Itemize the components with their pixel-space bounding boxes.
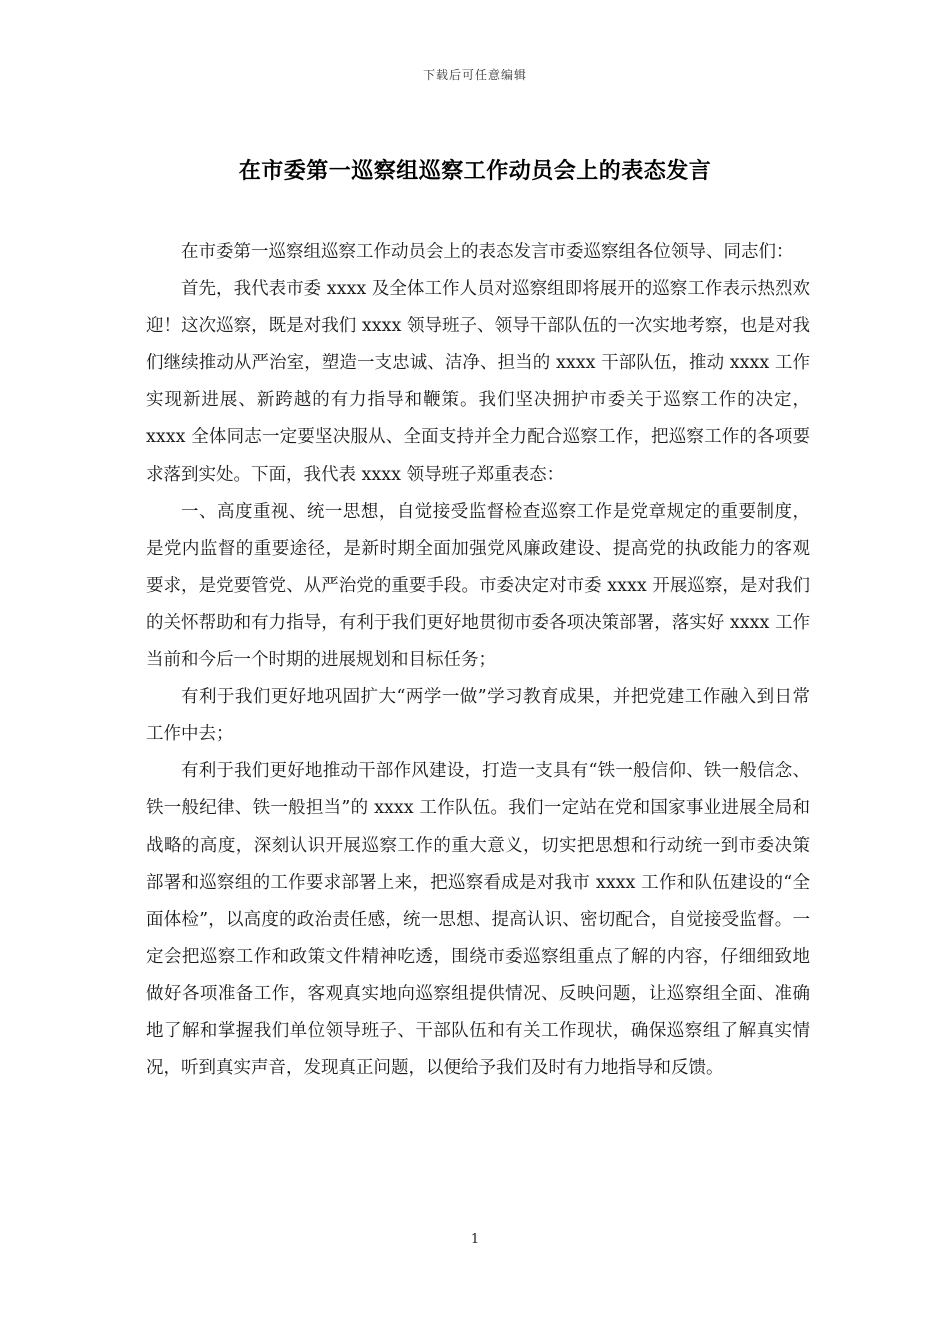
- paragraph-work-style: 有利于我们更好地推动干部作风建设，打造一支具有“铁一般信仰、铁一般信念、铁一般纪律、铁一般担当”的 xxxx 工作队伍。我们一定站在党和国家事业进展全局和战略的高度，深刻认识开展巡察工作的重大意义，切实把思想和行动统一到市委决策部署和巡察组的工作要求部署上来，把巡察看成是对我市 xxxx 工作和队伍建设的“全面体检”，以高度的政治责任感，统一思想、提高认识、密切配合，自觉接受监督。一定会把巡察工作和政策文件精神吃透，围绕市委巡察组重点了解的内容，仔细细致地做好各项准备工作，客观真实地向巡察组提供情况、反映问题，让巡察组全面、准确地了解和掌握我们单位领导班子、干部队伍和有关工作现状，确保巡察组了解真实情况，听到真实声音，发现真正问题，以便给予我们及时有力地指导和反馈。: [146, 761, 810, 1079]
- page-number: 1: [470, 1232, 480, 1247]
- document-body: [146, 234, 810, 1087]
- document-title: 在市委第一巡察组巡察工作动员会上的表态发言: [238, 159, 712, 184]
- paragraph-section-one: 一、高度重视、统一思想，自觉接受监督检查巡察工作是党章规定的重要制度，是党内监督的重要途径，是新时期全面加强党风廉政建设、提高党的执政能力的客观要求，是党要管党、从严治党的重要手段。市委决定对市委 xxxx 开展巡察，是对我们的关怀帮助和有力指导，有利于我们更好地贯彻市委各项决策部署，落实好 xxxx 工作当前和今后一个时期的进展规划和目标任务；: [146, 501, 810, 671]
- paragraph-greeting: 在市委第一巡察组巡察工作动员会上的表态发言市委巡察组各位领导、同志们：: [181, 242, 794, 262]
- paragraph-welcome: 首先，我代表市委 xxxx 及全体工作人员对巡察组即将展开的巡察工作表示热烈欢迎！这次巡察，既是对我们 xxxx 领导班子、领导干部队伍的一次实地考察，也是对我们继续推动从严治室，塑造一支忠诚、洁净、担当的 xxxx 干部队伍，推动 xxxx 工作实现新进展、新跨越的有力指导和鞭策。我们坚决拥护市委关于巡察工作的决定，xxxx 全体同志一定要坚决服从、全面支持并全力配合巡察工作，把巡察工作的各项要求落到实处。下面，我代表 xxxx 领导班子郑重表态：: [146, 279, 810, 485]
- paragraph-study-education: 有利于我们更好地巩固扩大“两学一做”学习教育成果，并把党建工作融入到日常工作中去；: [146, 687, 810, 745]
- header-note: 下载后可任意编辑: [422, 68, 527, 82]
